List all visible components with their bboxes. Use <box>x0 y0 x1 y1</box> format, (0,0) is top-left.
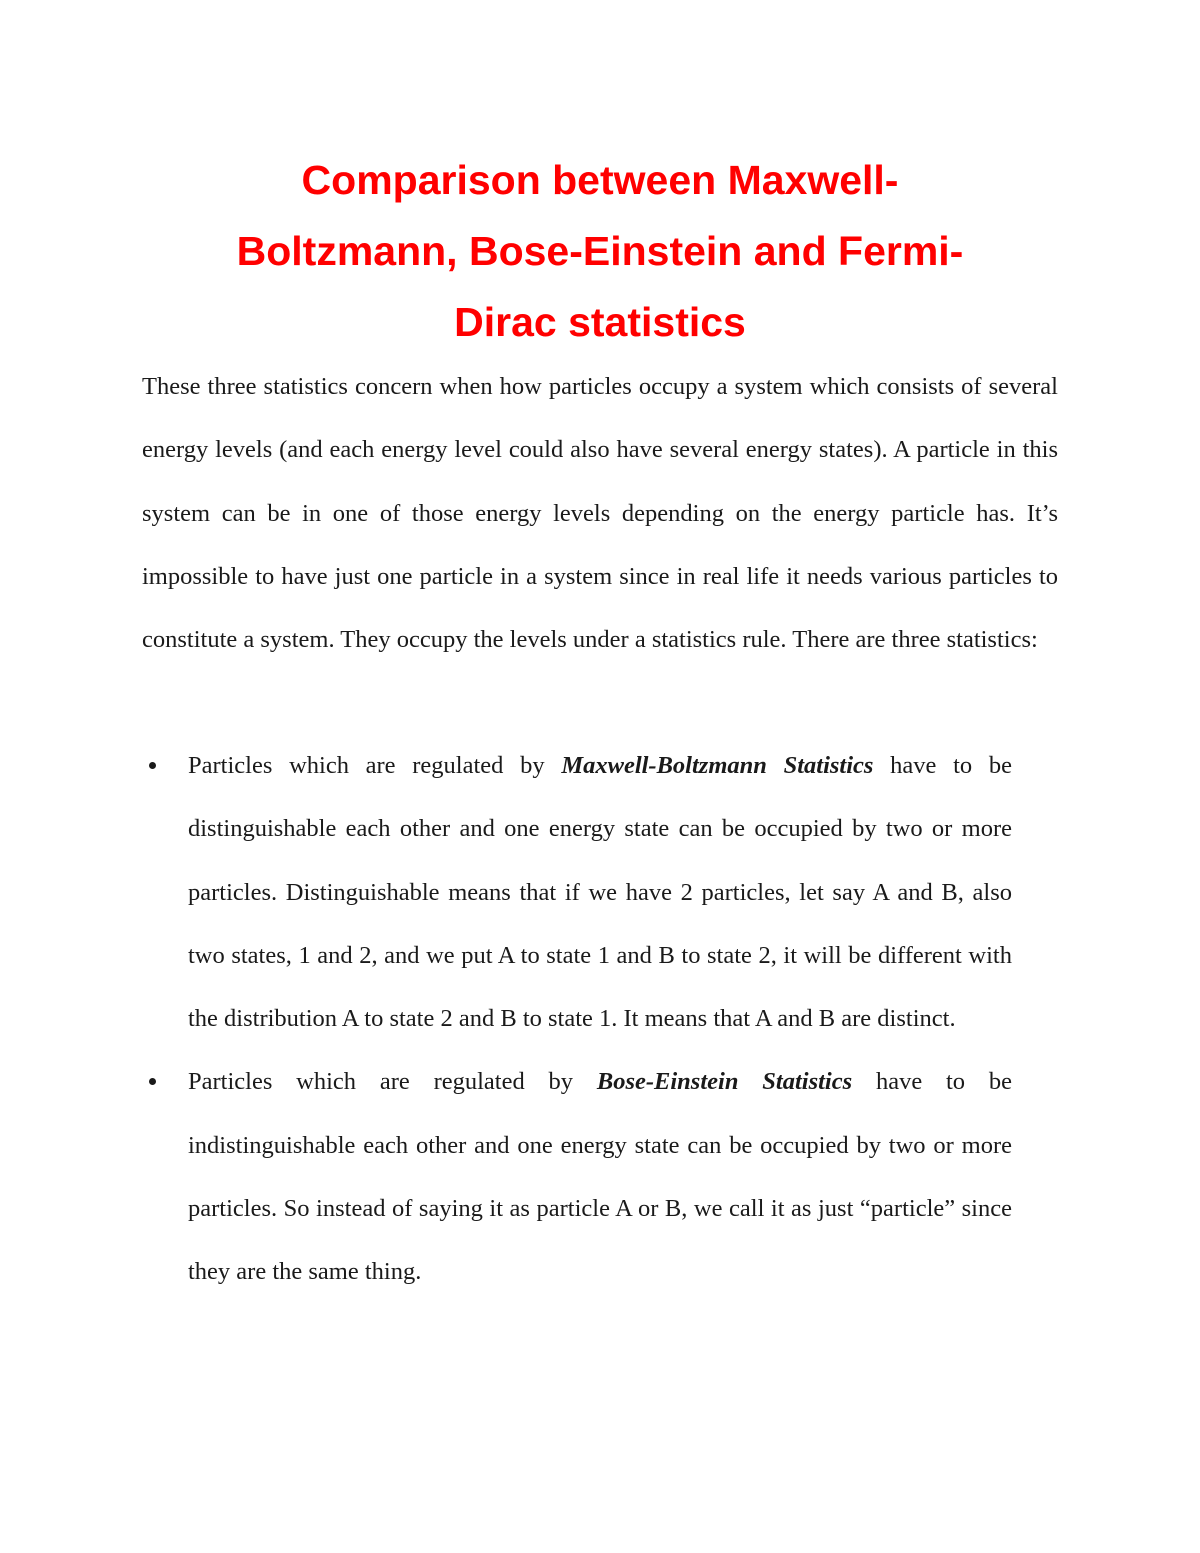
list-item-bose-einstein <box>142 1050 1012 1303</box>
title-line: Comparison between Maxwell- <box>301 157 899 203</box>
title-line: Dirac statistics <box>454 299 746 345</box>
title-line: Boltzmann, Bose-Einstein and Fermi- <box>236 228 964 274</box>
bullet-icon <box>149 1078 156 1085</box>
intro-paragraph: These three statistics concern when how particles occupy a system which consists of several energy levels (and each energy level could also have several energy states). A particle in this system can be in one of those energy levels depending on the energy particle has. It’s impossible to have just one particle in a system since in real life it needs various particles to constitute a system. They occupy the levels under a statistics rule. There are three statistics: <box>142 373 1058 654</box>
bullet-text-before: Particles which are regulated by <box>188 752 562 779</box>
bullet-text-after: have to be distinguishable each other and one energy state can be occupied by two or more particles. Distinguishable means that if we have 2 particles, let say A and B, also two states, 1 and 2, and we put A to state 1 and B to state 2, it will be different with the distribution A to state 2 and B to state 1. It means that A and B are distinct. <box>188 752 1012 1033</box>
bullet-text-before: Particles which are regulated by <box>188 1068 597 1096</box>
list-item-maxwell-boltzmann <box>142 734 1012 1050</box>
statistics-term: Maxwell-Boltzmann Statistics <box>561 752 874 779</box>
bullet-text-after: have to be indistinguishable each other and one energy state can be occupied by two or more particles. So instead of saying it as particle A or B, we call it as just “particle” since they are the same thing. <box>188 1068 1012 1286</box>
bullet-icon <box>149 762 156 769</box>
document-title <box>140 145 1060 358</box>
statistics-term: Bose-Einstein Statistics <box>596 1068 853 1096</box>
statistics-list <box>142 734 1012 1304</box>
